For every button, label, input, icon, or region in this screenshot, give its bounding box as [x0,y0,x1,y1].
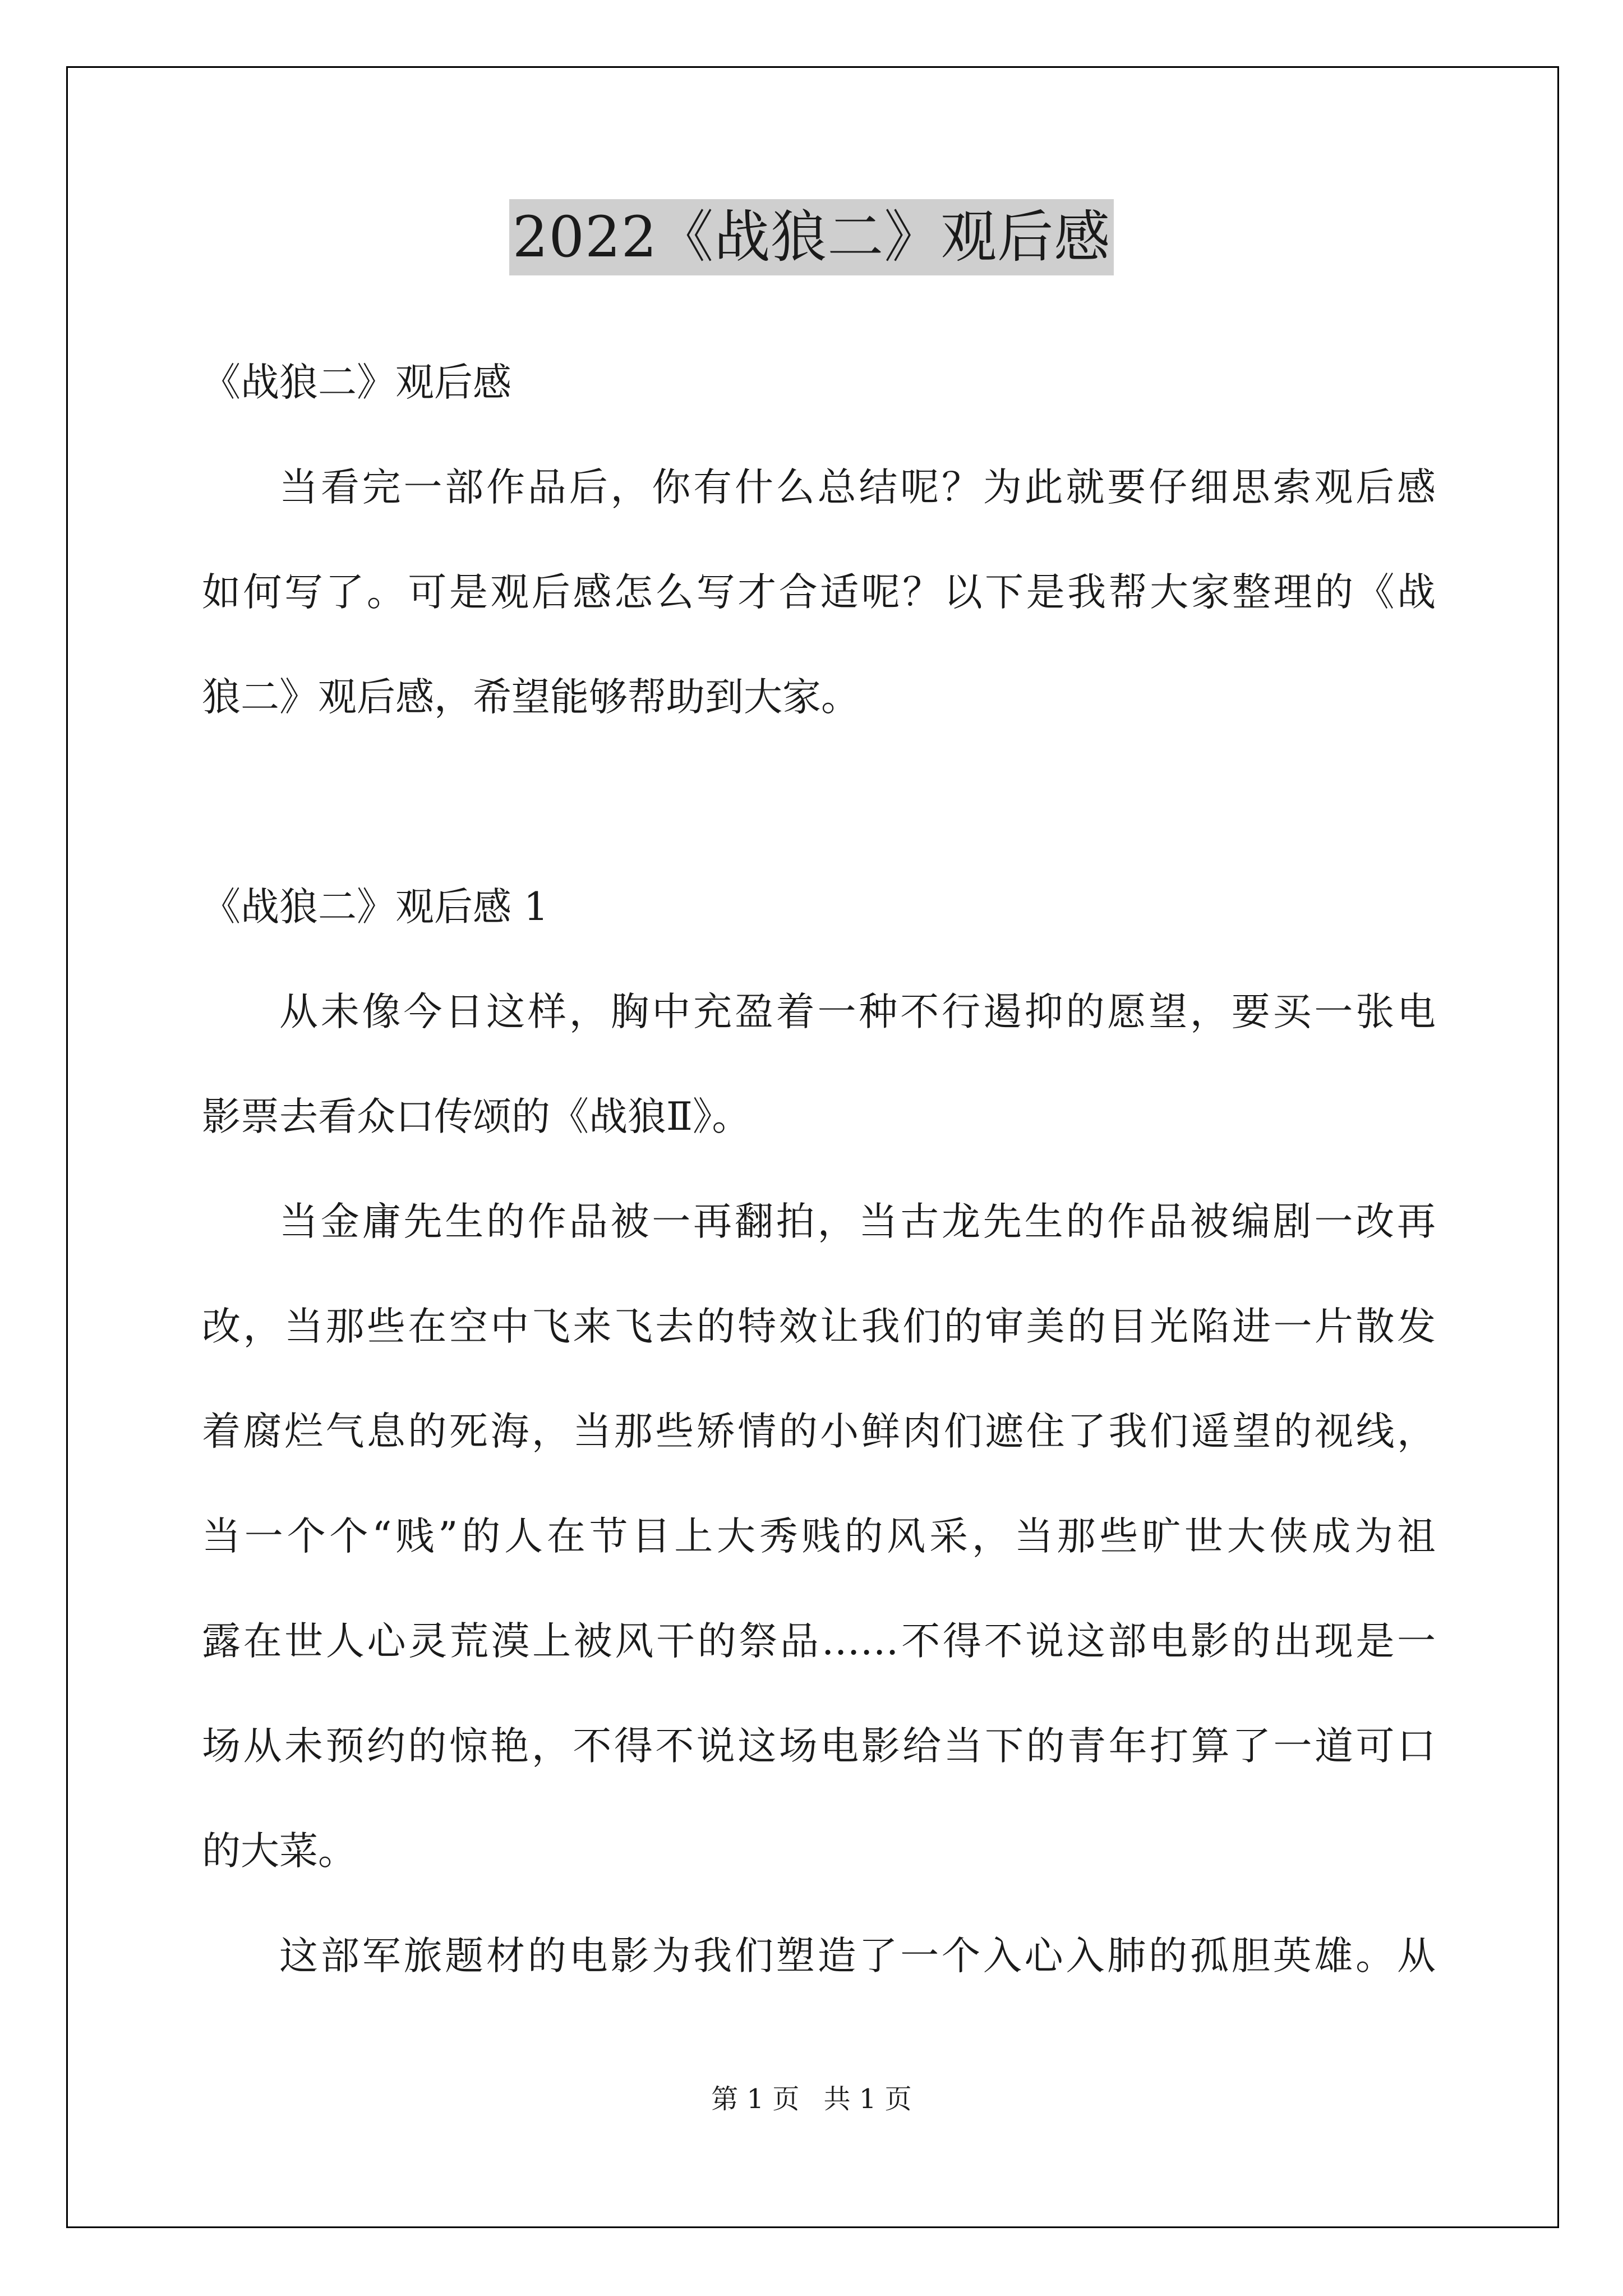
page-total: 共 1 页 [823,2083,912,2115]
paragraph-line: 从未像今日这样，胸中充盈着一种不行遏抑的愿望，要买一张电 [279,990,1436,1034]
paragraph-line: 场从未预约的惊艳，不得不说这场电影给当下的青年打算了一道可口 [202,1724,1436,1769]
paragraph-line: 当一个个“贱”的人在节目上大秀贱的风采，当那些旷世大侠成为祖 [202,1514,1436,1559]
paragraph-line: 改，当那些在空中飞来飞去的特效让我们的审美的目光陷进一片散发 [202,1304,1436,1349]
page-number: 第 1 页 [711,2083,800,2115]
section-heading: 《战狼二》观后感 [202,360,511,405]
paragraph-line: 这部军旅题材的电影为我们塑造了一个入心入肺的孤胆英雄。从 [279,1934,1436,1978]
page-footer [0,2082,1623,2116]
paragraph-line: 露在世人心灵荒漠上被风干的祭品……不得不说这部电影的出现是一 [202,1619,1436,1664]
section-heading: 《战狼二》观后感 1 [202,885,548,930]
paragraph-line: 当金庸先生的作品被一再翻拍，当古龙先生的作品被编剧一改再 [279,1199,1436,1244]
title-container [0,199,1623,275]
paragraph-line: 着腐烂气息的死海，当那些矫情的小鲜肉们遮住了我们遥望的视线， [202,1409,1436,1454]
paragraph-line: 如何写了。可是观后感怎么写才合适呢？以下是我帮大家整理的《战 [202,570,1436,615]
paragraph-line: 当看完一部作品后，你有什么总结呢？为此就要仔细思索观后感 [279,465,1436,510]
paragraph-line: 狼二》观后感，希望能够帮助到大家。 [202,675,860,720]
paragraph-line: 影票去看众口传颂的《战狼Ⅱ》。 [202,1094,751,1139]
paragraph-line: 的大菜。 [202,1829,357,1874]
document-title: 2022《战狼二》观后感 [509,199,1114,275]
